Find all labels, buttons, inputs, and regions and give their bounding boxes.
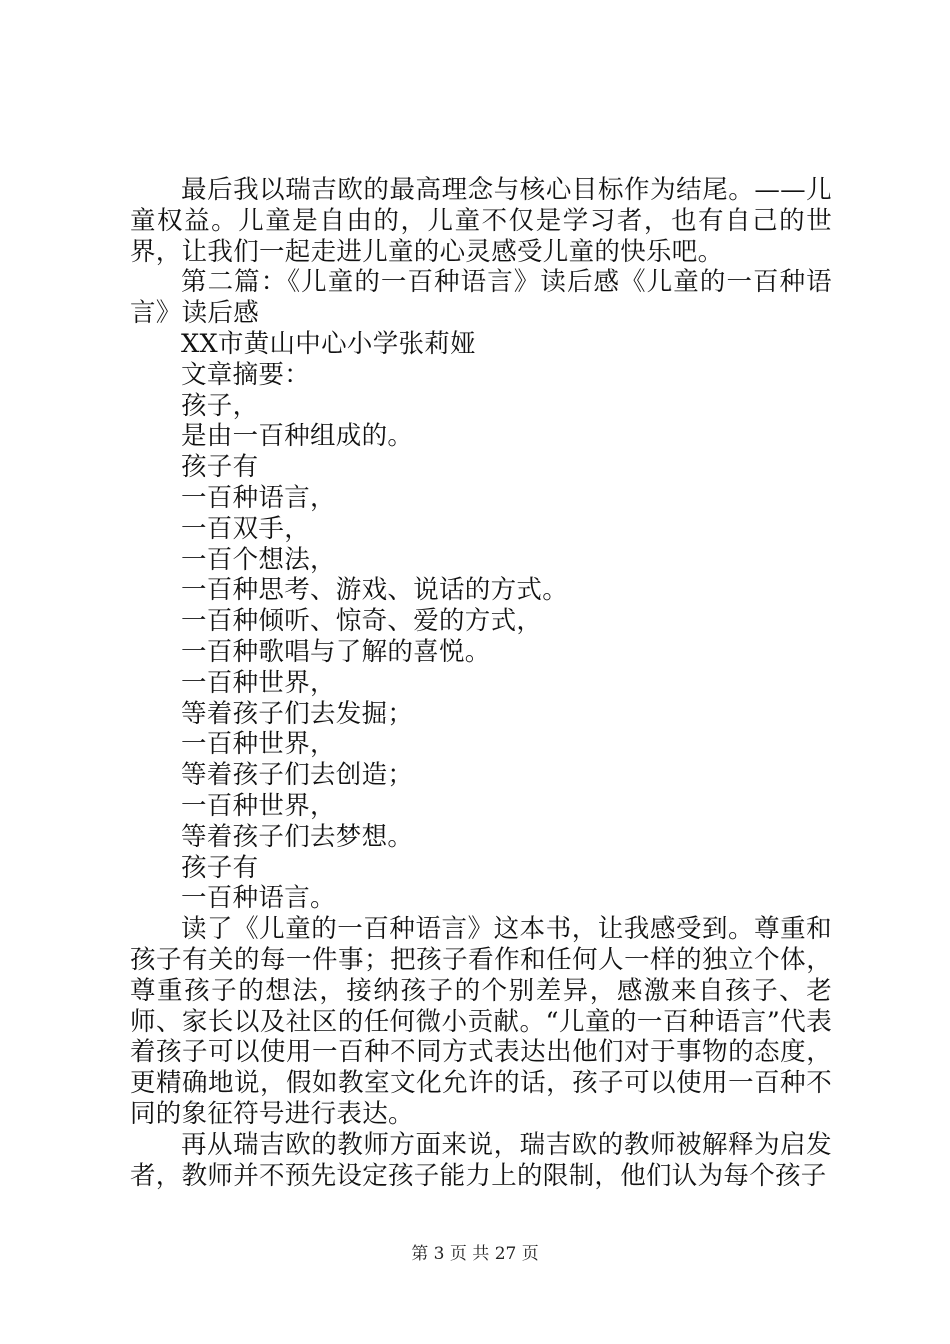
- paragraph-reflection: 读了《儿童的一百种语言》这本书，让我感受到。尊重和孩子有关的每一件事；把孩子看作和任何人一样的独立个体，尊重孩子的想法，接纳孩子的个别差异，感激来自孩子、老师、家长以及社区的任何微小贡献。“儿童的一百种语言”代表着孩子可以使用一百种不同方式表达出他们对于事物的态度，更精确地说，假如教室文化允许的话，孩子可以使用一百种不同的象征符号进行表达。: [130, 914, 832, 1129]
- poem-line: 一百种思考、游戏、说话的方式。: [181, 575, 569, 606]
- paragraph-teachers: 再从瑞吉欧的教师方面来说，瑞吉欧的教师被解释为启发者，教师并不预先设定孩子能力上的限制，他们认为每个孩子: [130, 1129, 832, 1191]
- poem-line: 孩子有: [181, 852, 259, 883]
- section-heading: 第二篇：《儿童的一百种语言》读后感《儿童的一百种语言》读后感: [130, 267, 832, 329]
- paragraph-conclusion: 最后我以瑞吉欧的最高理念与核心目标作为结尾。——儿童权益。儿童是自由的，儿童不仅是学习者，也有自己的世界，让我们一起走进儿童的心灵感受儿童的快乐吧。: [130, 175, 832, 267]
- poem-line: 一百种倾听、惊奇、爱的方式，: [181, 606, 543, 637]
- poem-line: 等着孩子们去发掘；: [181, 698, 414, 729]
- poem-line: 是由一百种组成的。: [181, 421, 414, 452]
- poem-line: 一百种世界，: [181, 729, 336, 760]
- poem-line: 一百个想法，: [181, 544, 336, 575]
- poem-line: 孩子，: [181, 390, 259, 421]
- page-footer: 第 3 页 共 27 页: [411, 1244, 539, 1264]
- poem-line: 等着孩子们去梦想。: [181, 821, 414, 852]
- poem-line: 孩子有: [181, 452, 259, 483]
- poem-line: 一百双手，: [181, 513, 311, 544]
- poem-line: 等着孩子们去创造；: [181, 760, 414, 791]
- poem-line: 一百种世界，: [181, 790, 336, 821]
- author-line: XX市黄山中心小学张莉娅: [181, 328, 476, 359]
- abstract-label: 文章摘要：: [181, 359, 311, 390]
- poem-line: 一百种语言。: [181, 883, 336, 914]
- poem-line: 一百种歌唱与了解的喜悦。: [181, 636, 491, 667]
- poem-line: 一百种世界，: [181, 667, 336, 698]
- poem-line: 一百种语言，: [181, 482, 336, 513]
- document-body: [130, 175, 832, 1191]
